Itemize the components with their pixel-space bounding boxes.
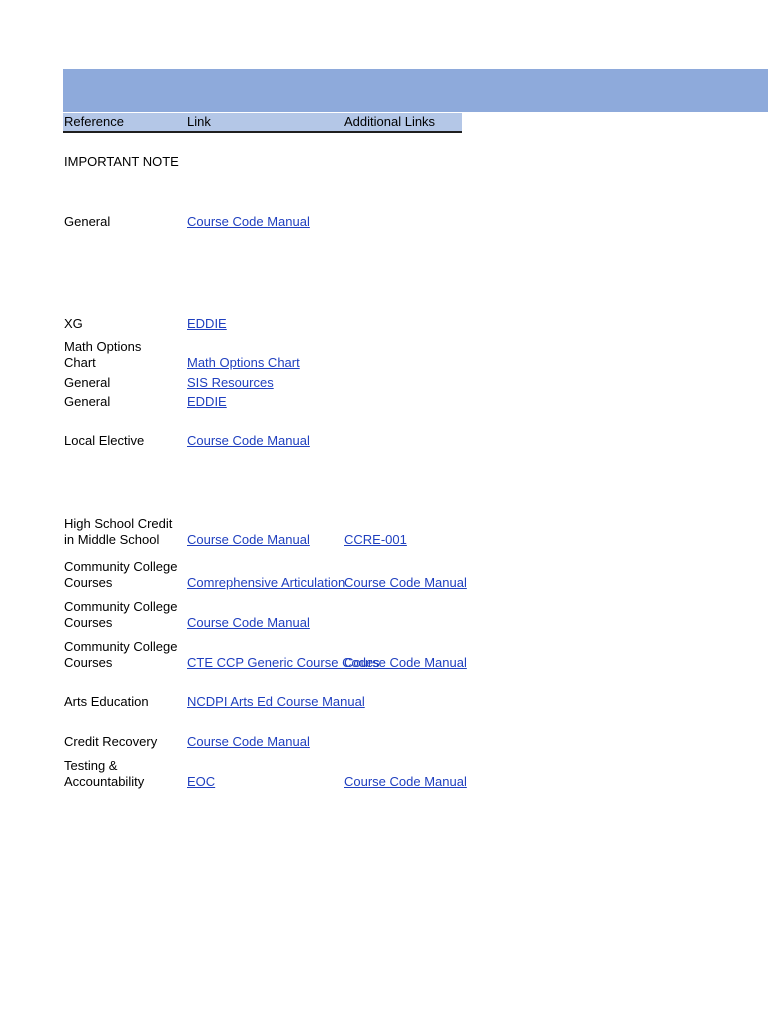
course-code-manual-link[interactable]: Course Code Manual [187,433,310,448]
reference-cell-line1: Community College [64,639,178,654]
ccre-001-link[interactable]: CCRE-001 [344,532,407,547]
reference-cell-line1: Community College [64,559,178,574]
reference-column-header: Reference [64,114,124,129]
reference-cell-line1: High School Credit [64,516,173,531]
math-options-chart-link[interactable]: Math Options Chart [187,355,300,370]
additional-links-column-header: Additional Links [344,114,436,129]
cte-ccp-generic-course-codes-link[interactable]: CTE CCP Generic Course Codes [187,655,380,670]
eoc-link[interactable]: EOC [187,774,216,789]
column-header-row [63,113,462,133]
course-code-manual-link[interactable]: Course Code Manual [187,734,310,749]
course-code-manual-link[interactable]: Course Code Manual [344,774,467,789]
reference-cell: General [64,394,111,409]
course-code-manual-link[interactable]: Course Code Manual [344,575,467,590]
reference-cell: Local Elective [64,433,145,448]
ncdpi-arts-ed-course-manual-link[interactable]: NCDPI Arts Ed Course Manual [187,694,365,709]
reference-cell: XG [64,316,83,331]
comprehensive-articulation-link[interactable]: Comrephensive Articulation [187,575,346,590]
reference-cell: IMPORTANT NOTE [64,154,179,169]
reference-cell-line1: Testing & [64,758,118,773]
course-code-manual-link[interactable]: Course Code Manual [344,655,467,670]
link-column-header: Link [187,114,211,129]
reference-cell-line2: Courses [64,655,113,670]
sis-resources-link[interactable]: SIS Resources [187,375,274,390]
reference-cell: General [64,214,111,229]
reference-cell: General [64,375,111,390]
reference-cell-line2: Courses [64,575,113,590]
reference-cell-line2: Accountability [64,774,145,789]
course-code-manual-link[interactable]: Course Code Manual [187,214,310,229]
title-banner [63,69,768,112]
eddie-link[interactable]: EDDIE [187,316,227,331]
reference-cell-line2: Courses [64,615,113,630]
reference-cell-line2: Chart [64,355,96,370]
eddie-link[interactable]: EDDIE [187,394,227,409]
reference-cell: Arts Education [64,694,149,709]
course-code-manual-link[interactable]: Course Code Manual [187,615,310,630]
reference-cell-line1: Community College [64,599,178,614]
course-code-manual-link[interactable]: Course Code Manual [187,532,310,547]
reference-cell-line2: in Middle School [64,532,160,547]
reference-cell-line1: Math Options [64,339,142,354]
reference-cell: Credit Recovery [64,734,158,749]
